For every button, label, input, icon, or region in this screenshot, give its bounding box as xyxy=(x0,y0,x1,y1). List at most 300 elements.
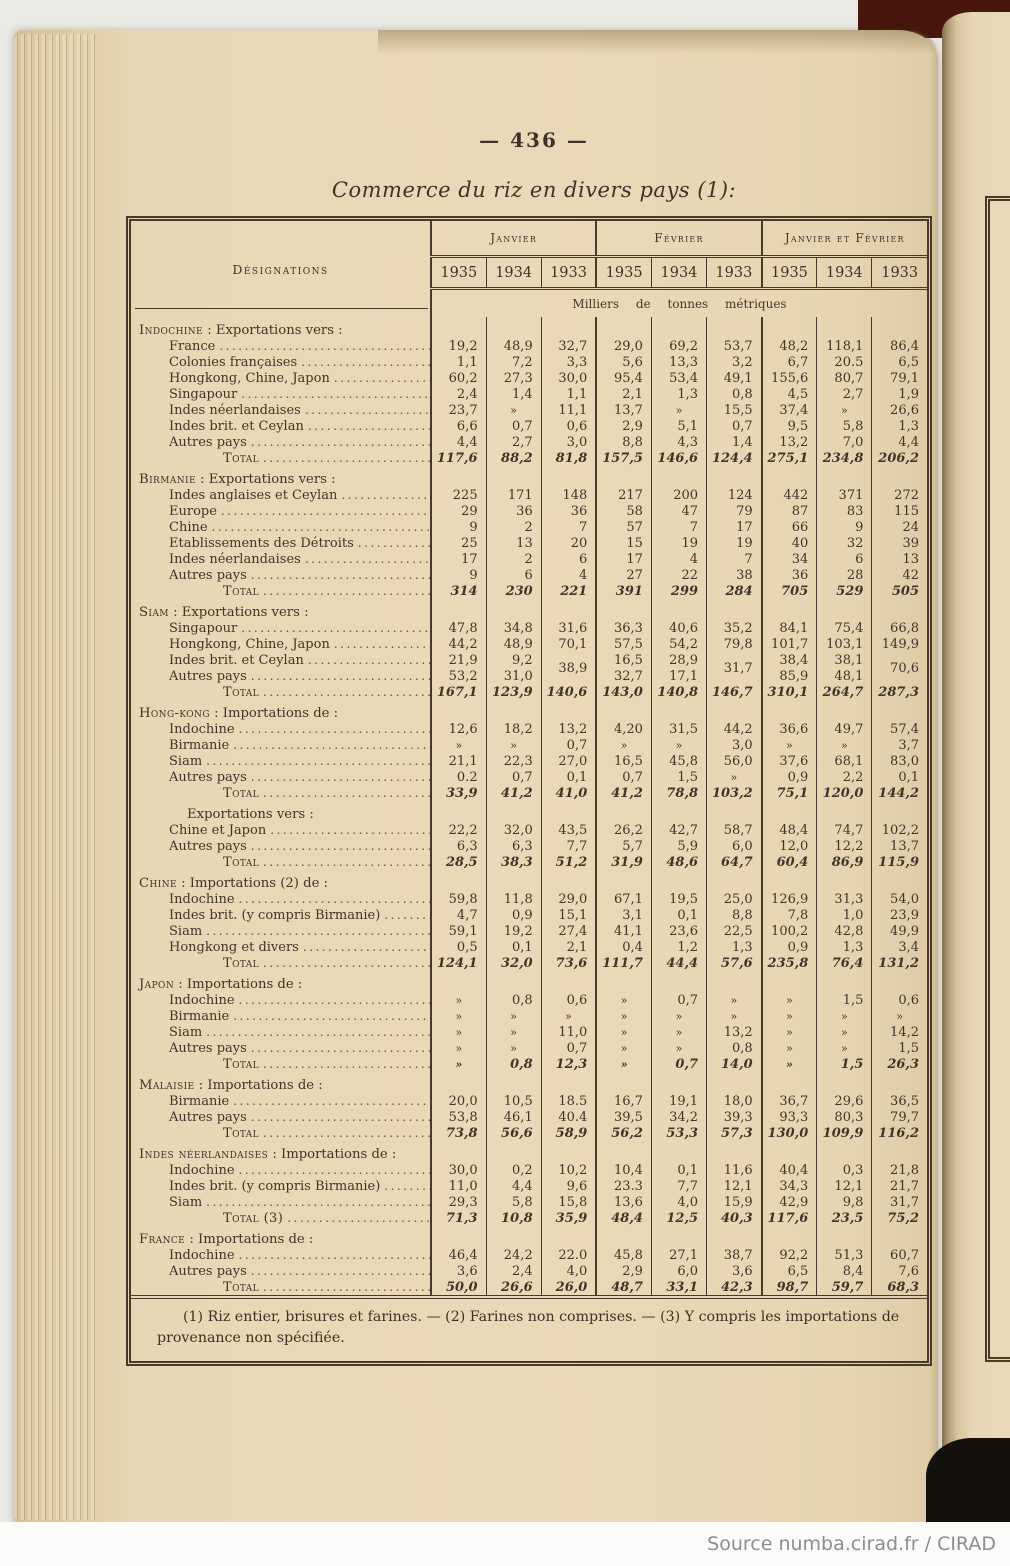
value-cell: 0,8 xyxy=(486,992,541,1008)
row-label: Indochine ..... xyxy=(131,992,431,1008)
leader-dots xyxy=(305,552,430,567)
row-label: Autres pays ..... xyxy=(131,434,431,450)
value-cell: 0,6 xyxy=(541,418,596,434)
leader-dots xyxy=(251,1264,430,1279)
value-cell: 32 xyxy=(817,535,872,551)
data-row xyxy=(131,652,927,668)
value-cell: 69,2 xyxy=(651,338,706,354)
value-cell: 49,7 xyxy=(817,721,872,737)
value-cell: 0,7 xyxy=(541,1040,596,1056)
rice-trade-table xyxy=(131,221,927,1295)
leader-dots xyxy=(251,568,430,583)
source-attribution xyxy=(0,1522,1010,1566)
value-cell: 54,2 xyxy=(651,636,706,652)
empty-cell xyxy=(431,1226,486,1247)
value-cell: 140,6 xyxy=(541,684,596,700)
data-row xyxy=(131,769,927,785)
value-cell: 101,7 xyxy=(762,636,817,652)
value-cell: 81,8 xyxy=(541,450,596,466)
value-cell: 2 xyxy=(486,551,541,567)
row-label: Total ..... xyxy=(131,1279,431,1295)
value-cell: 13,7 xyxy=(872,838,927,854)
value-cell: 19,1 xyxy=(651,1093,706,1109)
value-cell: 42,7 xyxy=(651,822,706,838)
value-cell: » xyxy=(596,992,651,1008)
empty-cell xyxy=(872,1072,927,1093)
leader-dots xyxy=(239,1248,430,1263)
data-row xyxy=(131,1040,927,1056)
section-header-row xyxy=(131,870,927,891)
value-cell: 10,8 xyxy=(486,1210,541,1226)
value-cell: 310,1 xyxy=(762,684,817,700)
value-cell: 40 xyxy=(762,535,817,551)
total-row xyxy=(131,854,927,870)
value-cell: » xyxy=(762,737,817,753)
value-cell: 57,5 xyxy=(596,636,651,652)
value-cell: » xyxy=(431,1024,486,1040)
row-label: Autres pays ..... xyxy=(131,1109,431,1125)
data-row xyxy=(131,992,927,1008)
value-cell: 21,8 xyxy=(872,1162,927,1178)
value-cell: 14,0 xyxy=(707,1056,762,1072)
data-row xyxy=(131,402,927,418)
value-cell: 9,6 xyxy=(541,1178,596,1194)
value-cell: 41,2 xyxy=(486,785,541,801)
empty-cell xyxy=(762,870,817,891)
total-row xyxy=(131,583,927,599)
data-row xyxy=(131,386,927,402)
value-cell: 32,0 xyxy=(486,955,541,971)
row-label: Autres pays ..... xyxy=(131,668,431,684)
value-cell: 22,2 xyxy=(431,822,486,838)
year-header: 1933 xyxy=(707,257,762,289)
value-cell: 13 xyxy=(872,551,927,567)
data-row xyxy=(131,822,927,838)
value-cell: 46,1 xyxy=(486,1109,541,1125)
value-cell: 140,8 xyxy=(651,684,706,700)
data-row xyxy=(131,418,927,434)
value-cell: 4,4 xyxy=(486,1178,541,1194)
data-row xyxy=(131,1247,927,1263)
group-header-janvier-fevrier: Janvier et Février xyxy=(762,221,927,257)
value-cell: 7,0 xyxy=(817,434,872,450)
value-cell: 17,1 xyxy=(651,668,706,684)
leader-dots xyxy=(241,621,430,636)
section-header-row xyxy=(131,1141,927,1162)
value-cell: 217 xyxy=(596,487,651,503)
total-row xyxy=(131,1125,927,1141)
empty-cell xyxy=(596,700,651,721)
empty-cell xyxy=(651,1226,706,1247)
leader-dots xyxy=(334,371,430,386)
statistics-table xyxy=(126,216,932,1366)
value-cell: 15 xyxy=(596,535,651,551)
leader-dots xyxy=(206,1195,430,1210)
empty-cell xyxy=(762,971,817,992)
value-cell: 2,7 xyxy=(486,434,541,450)
value-cell: 6,0 xyxy=(651,1263,706,1279)
value-cell: 30,0 xyxy=(541,370,596,386)
value-cell: 1,5 xyxy=(817,992,872,1008)
value-cell: 44,4 xyxy=(651,955,706,971)
section-header-row xyxy=(131,466,927,487)
leader-dots xyxy=(219,339,430,354)
empty-cell xyxy=(486,700,541,721)
empty-cell xyxy=(486,599,541,620)
empty-cell xyxy=(431,317,486,338)
value-cell: 56,6 xyxy=(486,1125,541,1141)
year-header: 1934 xyxy=(651,257,706,289)
value-cell: 51,3 xyxy=(817,1247,872,1263)
row-label: Autres pays ..... xyxy=(131,1040,431,1056)
value-cell: 9 xyxy=(431,519,486,535)
value-cell: 144,2 xyxy=(872,785,927,801)
section-header-row xyxy=(131,317,927,338)
value-cell: 12,2 xyxy=(817,838,872,854)
value-cell: 0,7 xyxy=(486,418,541,434)
year-header: 1935 xyxy=(431,257,486,289)
data-row xyxy=(131,753,927,769)
empty-cell xyxy=(762,466,817,487)
empty-cell xyxy=(707,870,762,891)
value-cell: » xyxy=(872,1008,927,1024)
value-cell: 41,0 xyxy=(541,785,596,801)
value-cell: 70,1 xyxy=(541,636,596,652)
empty-cell xyxy=(431,1072,486,1093)
value-cell: 35,2 xyxy=(707,620,762,636)
value-cell: 7,7 xyxy=(541,838,596,854)
empty-cell xyxy=(541,971,596,992)
value-cell: 64,7 xyxy=(707,854,762,870)
row-label: Hongkong, Chine, Japon ..... xyxy=(131,636,431,652)
value-cell: 0,9 xyxy=(486,907,541,923)
value-cell: 230 xyxy=(486,583,541,599)
value-cell: 85,9 xyxy=(762,668,817,684)
value-cell: 2,4 xyxy=(486,1263,541,1279)
value-cell: 9,2 xyxy=(486,652,541,668)
empty-cell xyxy=(431,870,486,891)
value-cell: 272 xyxy=(872,487,927,503)
document-title: Commerce du riz en divers pays (1): xyxy=(331,178,737,202)
value-cell: 0,1 xyxy=(872,769,927,785)
data-row xyxy=(131,721,927,737)
value-cell: 11,1 xyxy=(541,402,596,418)
value-cell: 13,2 xyxy=(707,1024,762,1040)
value-cell: 76,4 xyxy=(817,955,872,971)
value-cell: 8,8 xyxy=(596,434,651,450)
value-cell: 13,6 xyxy=(596,1194,651,1210)
value-cell: » xyxy=(651,1040,706,1056)
value-cell: 31,7 xyxy=(707,652,762,684)
empty-cell xyxy=(707,317,762,338)
value-cell: 529 xyxy=(817,583,872,599)
value-cell: » xyxy=(431,1008,486,1024)
value-cell: » xyxy=(817,737,872,753)
data-row xyxy=(131,1024,927,1040)
units-label: Milliers de tonnes métriques xyxy=(431,289,927,318)
value-cell: 42,9 xyxy=(762,1194,817,1210)
value-cell: 36,3 xyxy=(596,620,651,636)
empty-cell xyxy=(651,599,706,620)
value-cell: 47 xyxy=(651,503,706,519)
value-cell: 79,7 xyxy=(872,1109,927,1125)
value-cell: 31,6 xyxy=(541,620,596,636)
value-cell: 27,3 xyxy=(486,370,541,386)
value-cell: 5,7 xyxy=(596,838,651,854)
value-cell: 130,0 xyxy=(762,1125,817,1141)
value-cell: 12,5 xyxy=(651,1210,706,1226)
value-cell: 6,5 xyxy=(762,1263,817,1279)
value-cell: » xyxy=(596,1008,651,1024)
year-header: 1933 xyxy=(541,257,596,289)
value-cell: 44,2 xyxy=(431,636,486,652)
value-cell: 79,1 xyxy=(872,370,927,386)
value-cell: 71,3 xyxy=(431,1210,486,1226)
value-cell: 60,7 xyxy=(872,1247,927,1263)
value-cell: 16,5 xyxy=(596,753,651,769)
leader-dots xyxy=(263,855,430,870)
value-cell: 2 xyxy=(486,519,541,535)
value-cell: 13 xyxy=(486,535,541,551)
row-label: Indes brit. et Ceylan ..... xyxy=(131,652,431,668)
value-cell: 29,0 xyxy=(541,891,596,907)
value-cell: 9 xyxy=(817,519,872,535)
value-cell: 6,5 xyxy=(872,354,927,370)
value-cell: 40,3 xyxy=(707,1210,762,1226)
empty-cell xyxy=(872,801,927,822)
value-cell: 124 xyxy=(707,487,762,503)
value-cell: 12,6 xyxy=(431,721,486,737)
leader-dots xyxy=(263,685,430,700)
value-cell: 29,6 xyxy=(817,1093,872,1109)
empty-cell xyxy=(817,971,872,992)
empty-cell xyxy=(541,599,596,620)
data-row xyxy=(131,370,927,386)
value-cell: 48,9 xyxy=(486,338,541,354)
row-label: Indochine ..... xyxy=(131,1162,431,1178)
value-cell: 4,0 xyxy=(541,1263,596,1279)
value-cell: 47,8 xyxy=(431,620,486,636)
leader-dots xyxy=(334,637,430,652)
value-cell: 48,7 xyxy=(596,1279,651,1295)
row-label: Birmanie ..... xyxy=(131,1093,431,1109)
year-header: 1934 xyxy=(486,257,541,289)
value-cell: 68,3 xyxy=(872,1279,927,1295)
leader-dots xyxy=(251,669,430,684)
value-cell: 7,7 xyxy=(651,1178,706,1194)
row-label: Autres pays ..... xyxy=(131,838,431,854)
value-cell: 3,0 xyxy=(541,434,596,450)
value-cell: 56,2 xyxy=(596,1125,651,1141)
value-cell: » xyxy=(762,1040,817,1056)
empty-cell xyxy=(651,700,706,721)
leader-dots xyxy=(263,1280,430,1295)
row-label: Autres pays ..... xyxy=(131,769,431,785)
row-label: Birmanie ..... xyxy=(131,737,431,753)
value-cell: 264,7 xyxy=(817,684,872,700)
value-cell: 38,9 xyxy=(541,652,596,684)
value-cell: 126,9 xyxy=(762,891,817,907)
value-cell: » xyxy=(541,1008,596,1024)
value-cell: » xyxy=(817,1024,872,1040)
value-cell: 10,5 xyxy=(486,1093,541,1109)
value-cell: 157,5 xyxy=(596,450,651,466)
empty-cell xyxy=(541,1072,596,1093)
leader-dots xyxy=(233,1094,430,1109)
value-cell: 6,3 xyxy=(431,838,486,854)
value-cell: » xyxy=(651,1008,706,1024)
value-cell: 1,5 xyxy=(651,769,706,785)
empty-cell xyxy=(486,1141,541,1162)
value-cell: » xyxy=(486,402,541,418)
value-cell: 6,0 xyxy=(707,838,762,854)
value-cell: 6 xyxy=(817,551,872,567)
value-cell: 19 xyxy=(651,535,706,551)
value-cell: 23,9 xyxy=(872,907,927,923)
empty-cell xyxy=(541,1226,596,1247)
value-cell: 8,8 xyxy=(707,907,762,923)
leader-dots xyxy=(263,1057,430,1072)
data-row xyxy=(131,1263,927,1279)
value-cell: 88,2 xyxy=(486,450,541,466)
value-cell: 3,6 xyxy=(431,1263,486,1279)
value-cell: 9 xyxy=(431,567,486,583)
value-cell: 124,4 xyxy=(707,450,762,466)
data-row xyxy=(131,939,927,955)
row-label: Etablissements des Détroits ..... xyxy=(131,535,431,551)
value-cell: 7 xyxy=(541,519,596,535)
section-header-row xyxy=(131,971,927,992)
data-row xyxy=(131,737,927,753)
value-cell: 86,4 xyxy=(872,338,927,354)
total-row xyxy=(131,785,927,801)
value-cell: 93,3 xyxy=(762,1109,817,1125)
value-cell: 2,4 xyxy=(431,386,486,402)
value-cell: 0,8 xyxy=(707,386,762,402)
value-cell: 284 xyxy=(707,583,762,599)
row-label: Siam ..... xyxy=(131,753,431,769)
row-label: Indes anglaises et Ceylan ..... xyxy=(131,487,431,503)
value-cell: 36 xyxy=(541,503,596,519)
row-label: Chine ..... xyxy=(131,519,431,535)
row-label: Indes brit. et Ceylan ..... xyxy=(131,418,431,434)
empty-cell xyxy=(762,801,817,822)
value-cell: » xyxy=(762,1056,817,1072)
leader-dots xyxy=(384,1179,430,1194)
value-cell: 0,7 xyxy=(596,769,651,785)
empty-cell xyxy=(817,801,872,822)
value-cell: » xyxy=(651,737,706,753)
value-cell: 131,2 xyxy=(872,955,927,971)
value-cell: 56,0 xyxy=(707,753,762,769)
leader-dots xyxy=(384,908,430,923)
source-text: Source numba.cirad.fr / CIRAD xyxy=(707,1533,996,1555)
value-cell: 40,4 xyxy=(762,1162,817,1178)
leader-dots xyxy=(206,1025,430,1040)
data-row xyxy=(131,1008,927,1024)
leader-dots xyxy=(251,839,430,854)
empty-cell xyxy=(707,1072,762,1093)
value-cell: 10,4 xyxy=(596,1162,651,1178)
value-cell: 155,6 xyxy=(762,370,817,386)
value-cell: 66,8 xyxy=(872,620,927,636)
value-cell: 44,2 xyxy=(707,721,762,737)
value-cell: 18,2 xyxy=(486,721,541,737)
value-cell: 118,1 xyxy=(817,338,872,354)
value-cell: 123,9 xyxy=(486,684,541,700)
leader-dots xyxy=(263,1126,430,1141)
empty-cell xyxy=(762,1141,817,1162)
value-cell: 9,5 xyxy=(762,418,817,434)
value-cell: 38,3 xyxy=(486,854,541,870)
leader-dots xyxy=(251,1041,430,1056)
value-cell: 29,3 xyxy=(431,1194,486,1210)
row-label: Total (3) ..... xyxy=(131,1210,431,1226)
value-cell: 59,1 xyxy=(431,923,486,939)
value-cell: 36 xyxy=(486,503,541,519)
value-cell: » xyxy=(762,1024,817,1040)
value-cell: 32,0 xyxy=(486,822,541,838)
row-label: Indes néerlandaises ..... xyxy=(131,402,431,418)
value-cell: 31,7 xyxy=(872,1194,927,1210)
section-header-label: Chine : Importations (2) de : xyxy=(139,875,329,891)
value-cell: 4,4 xyxy=(431,434,486,450)
leader-dots xyxy=(263,956,430,971)
value-cell: 0,7 xyxy=(651,992,706,1008)
row-label: Indes néerlandaises ..... xyxy=(131,551,431,567)
value-cell: 4,3 xyxy=(651,434,706,450)
value-cell: 2,9 xyxy=(596,1263,651,1279)
row-label: Total ..... xyxy=(131,1125,431,1141)
value-cell: 116,2 xyxy=(872,1125,927,1141)
value-cell: 30,0 xyxy=(431,1162,486,1178)
value-cell: 60,2 xyxy=(431,370,486,386)
value-cell: 18,0 xyxy=(707,1093,762,1109)
value-cell: 3,4 xyxy=(872,939,927,955)
section-header-row xyxy=(131,599,927,620)
value-cell: 22,5 xyxy=(707,923,762,939)
value-cell: 70,6 xyxy=(872,652,927,684)
value-cell: 51,2 xyxy=(541,854,596,870)
value-cell: 59,8 xyxy=(431,891,486,907)
value-cell: 13,3 xyxy=(651,354,706,370)
value-cell: 6,7 xyxy=(762,354,817,370)
value-cell: 31,5 xyxy=(651,721,706,737)
value-cell: 38,1 xyxy=(817,652,872,668)
data-row xyxy=(131,620,927,636)
value-cell: 57,4 xyxy=(872,721,927,737)
year-header: 1935 xyxy=(762,257,817,289)
value-cell: 12,3 xyxy=(541,1056,596,1072)
row-label: Indes brit. (y compris Birmanie) ..... xyxy=(131,907,431,923)
value-cell: 16,7 xyxy=(596,1093,651,1109)
value-cell: 25 xyxy=(431,535,486,551)
row-label: Singapour ..... xyxy=(131,386,431,402)
value-cell: 23,6 xyxy=(651,923,706,939)
section-header-label: Birmanie : Exportations vers : xyxy=(139,471,336,487)
value-cell: 36 xyxy=(762,567,817,583)
leader-dots xyxy=(239,722,430,737)
leader-dots xyxy=(206,754,430,769)
value-cell: 21,9 xyxy=(431,652,486,668)
value-cell: 37,4 xyxy=(762,402,817,418)
value-cell: » xyxy=(431,1040,486,1056)
value-cell: 60,4 xyxy=(762,854,817,870)
value-cell: 4,0 xyxy=(651,1194,706,1210)
section-header-label: Malaisie : Importations de : xyxy=(139,1077,323,1093)
data-row xyxy=(131,434,927,450)
value-cell: 15,9 xyxy=(707,1194,762,1210)
